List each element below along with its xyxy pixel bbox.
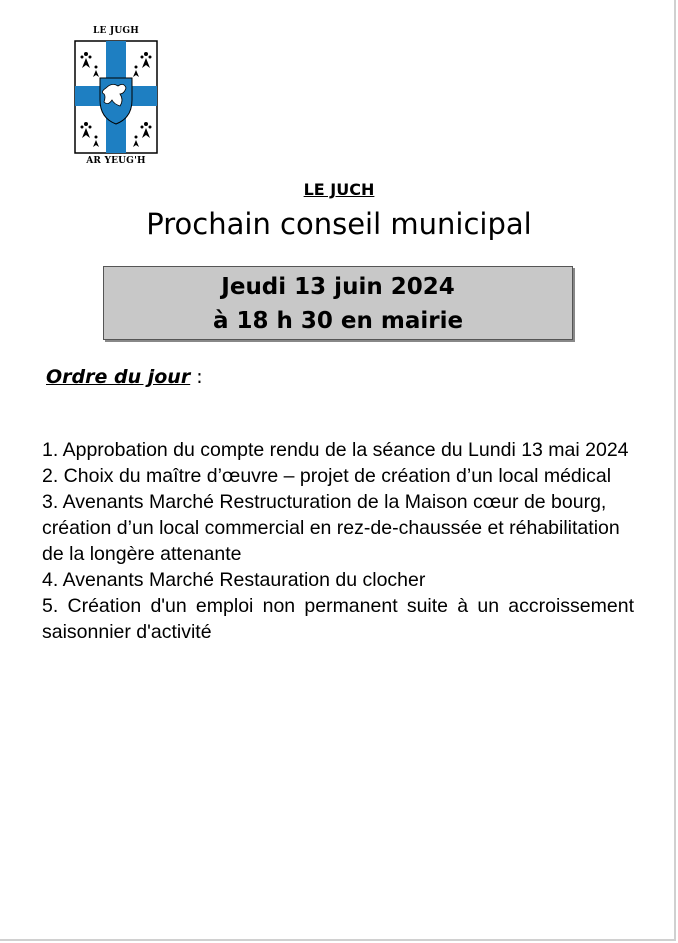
agenda-item: 2. Choix du maître d’œuvre – projet de création d’un local médical bbox=[42, 465, 612, 487]
agenda-list bbox=[42, 437, 634, 645]
meeting-date: Jeudi 13 juin 2024 bbox=[221, 274, 455, 300]
crest-bottom-text: AR YEUG'H bbox=[86, 156, 146, 166]
town-name: LE JUCH bbox=[303, 180, 375, 199]
page-title: Prochain conseil municipal bbox=[146, 207, 532, 241]
agenda-item: 1. Approbation du compte rendu de la séance du Lundi 13 mai 2024 bbox=[42, 439, 629, 461]
meeting-date-box bbox=[103, 266, 573, 340]
agenda-heading-colon: : bbox=[190, 366, 203, 388]
meeting-time-place: à 18 h 30 en mairie bbox=[212, 308, 464, 334]
crest-top-text: LE JUGH bbox=[92, 26, 140, 36]
agenda-item: 3. Avenants Marché Restructuration de la Maison cœur de bourg, création d’un local commercial en rez-de-chaussée et réhabilitation de la longère attenante bbox=[42, 491, 620, 565]
agenda-heading-label: Ordre du jour bbox=[46, 366, 191, 388]
agenda-item: 4. Avenants Marché Restauration du clocher bbox=[42, 569, 426, 591]
town-crest bbox=[70, 26, 162, 166]
agenda-item: 5. Création d'un emploi non permanent suite à un accroissement saisonnier d'activité bbox=[42, 595, 634, 643]
crest-shield-icon bbox=[74, 40, 158, 154]
agenda-heading bbox=[46, 366, 203, 388]
